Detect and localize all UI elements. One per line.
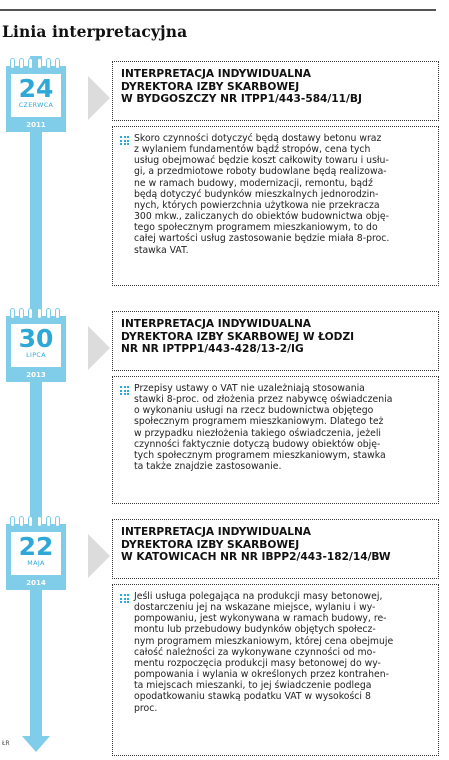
timeline-arrow-icon [22, 736, 50, 752]
calendar-year: 2014 [26, 579, 46, 587]
calendar-date-3 [6, 524, 66, 590]
bullet-grid-icon [120, 594, 129, 603]
card-heading: INTERPRETACJA INDYWIDUALNA DYREKTORA IZBY SKARBOWEJ W KATOWICACH NR NR IBPP2/443-182/14/BW [121, 526, 391, 564]
calendar-date-1 [6, 66, 66, 132]
card-heading-box [112, 61, 439, 121]
calendar-day: 30 [18, 324, 54, 353]
card-text: Skoro czynności dotyczyć będą dostawy betonu wraz z wylaniem fundamentów bądź stropów, cena tych usług obejmować będzie koszt całkowity towaru i usłu- gi, a przedmiotowe roboty budowlane będą realizowa- ne w ramach budowy, modernizacji, remontu, bądź będą dotyczyć budynków mieszkalnych jednorodzin- nych, których powierzchnia użytkowa nie przekracza 300 mkw., zaliczanych do obiektów budownictwa obję- tego społecznym programem mieszkaniowym, to do całej wartości usług zastosowanie będzie miała 8-proc. stawka VAT. [134, 133, 390, 256]
card-body-box [112, 376, 439, 504]
calendar-month: MAJA [27, 560, 45, 567]
page-title: Linia interpretacyjna [2, 22, 188, 41]
pointer-arrow-icon [88, 534, 110, 578]
calendar-rings-icon [10, 58, 62, 70]
card-heading-box [112, 519, 439, 579]
calendar-year: 2011 [26, 121, 46, 129]
calendar-rings-icon [10, 516, 62, 528]
author-credit: ŁR [2, 740, 10, 747]
top-rule [0, 9, 436, 11]
pointer-arrow-icon [88, 76, 110, 120]
timeline-line [30, 118, 42, 738]
calendar-day: 22 [18, 532, 54, 561]
card-body-box [112, 584, 439, 756]
card-body-box [112, 126, 439, 286]
card-text: Jeśli usługa polegająca na produkcji masy betonowej, dostarczeniu jej na wskazane miejsce, wylaniu i wy- pompowaniu, jest wykonywana w ramach budowy, re- montu lub przebudowy budynków objętych społecz- nym programem mieszkaniowym, której cena obejmuje całość należności za wykonywane czynności od mo- mentu rozpoczęcia produkcji masy betonowej do wy- pompowania i wylania w określonych przez kontrahen- ta miejscach mieszanki, to jej świadczenie podlega opodatkowaniu stawką podatku VAT w wysokości 8 proc. [134, 591, 394, 714]
bullet-grid-icon [120, 386, 129, 395]
calendar-rings-icon [10, 308, 62, 320]
card-heading: INTERPRETACJA INDYWIDUALNA DYREKTORA IZBY SKARBOWEJ W BYDGOSZCZY NR ITPP1/443-584/11/BJ [121, 68, 362, 106]
pointer-arrow-icon [88, 326, 110, 370]
calendar-date-2 [6, 316, 66, 382]
card-heading-box [112, 311, 439, 371]
calendar-month: CZERWCA [18, 102, 54, 109]
bullet-grid-icon [120, 136, 129, 145]
card-heading: INTERPRETACJA INDYWIDUALNA DYREKTORA IZBY SKARBOWEJ W ŁODZI NR NR IPTPP1/443-428/13-2/IG [121, 318, 355, 356]
card-text: Przepisy ustawy o VAT nie uzależniają stosowania stawki 8-proc. od złożenia przez nabywcę oświadczenia o wykonaniu usługi na rzecz budownictwa objętego społecznym programem mieszkaniowym. Dlatego też w przypadku niezłożenia takiego oświadczenia, jeżeli czynności faktycznie dotyczą budowy obiektów obję- tych społecznym programem mieszkaniowym, stawka ta także znajdzie zastosowanie. [134, 383, 393, 473]
calendar-day: 24 [18, 74, 54, 103]
calendar-year: 2013 [26, 371, 46, 379]
calendar-month: LIPCA [26, 352, 46, 359]
